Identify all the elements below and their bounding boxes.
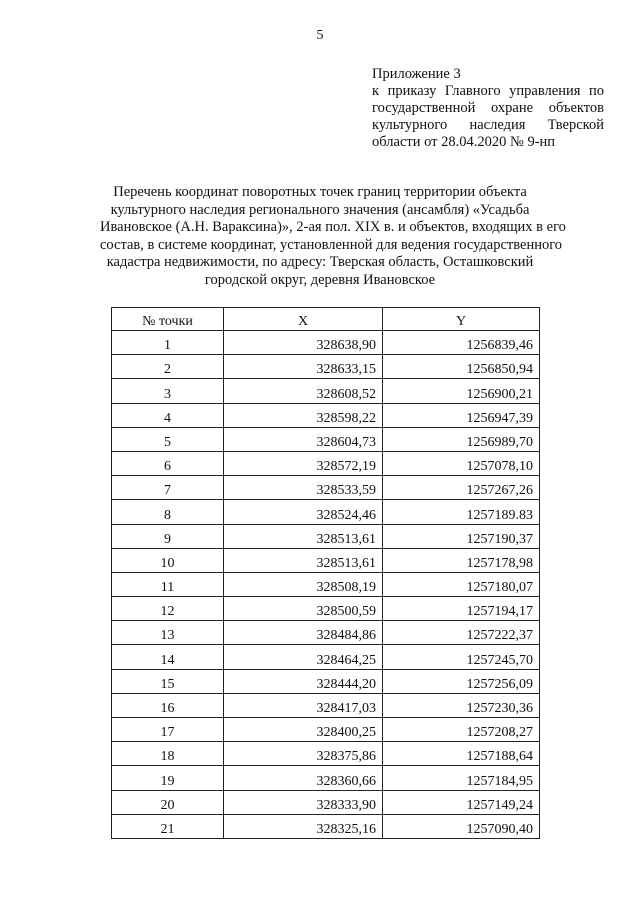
x-coordinate-cell: 328417,03 <box>224 693 383 717</box>
coordinates-table <box>111 307 540 839</box>
x-coordinate-cell: 328513,61 <box>224 548 383 572</box>
table-row <box>112 814 540 838</box>
point-number-cell: 1 <box>112 331 224 355</box>
table-row <box>112 693 540 717</box>
heading-line: состав, в системе координат, установленной для ведения государственного <box>100 236 563 253</box>
x-coordinate-cell: 328333,90 <box>224 790 383 814</box>
header-y: Y <box>383 308 540 331</box>
appendix-line: к приказу Главного управления по <box>372 83 604 99</box>
table-row <box>112 621 540 645</box>
table-row <box>112 427 540 451</box>
x-coordinate-cell: 328633,15 <box>224 355 383 379</box>
point-number-cell: 19 <box>112 766 224 790</box>
table-row <box>112 597 540 621</box>
point-number-cell: 7 <box>112 476 224 500</box>
table-row <box>112 742 540 766</box>
point-number-cell: 8 <box>112 500 224 524</box>
y-coordinate-cell: 1257149,24 <box>383 790 540 814</box>
table-row <box>112 403 540 427</box>
table-row <box>112 451 540 475</box>
heading-line: Ивановское (А.Н. Вараксина)», 2-ая пол. XIX в. и объектов, входящих в его <box>100 219 566 235</box>
point-number-cell: 9 <box>112 524 224 548</box>
table-row <box>112 500 540 524</box>
y-coordinate-cell: 1256839,46 <box>383 331 540 355</box>
x-coordinate-cell: 328524,46 <box>224 500 383 524</box>
appendix-line: культурного наследия Тверской <box>372 117 604 133</box>
table-row <box>112 718 540 742</box>
x-coordinate-cell: 328508,19 <box>224 572 383 596</box>
point-number-cell: 4 <box>112 403 224 427</box>
x-coordinate-cell: 328608,52 <box>224 379 383 403</box>
heading-line: культурного наследия регионального значения (ансамбля) «Усадьба <box>110 201 530 218</box>
x-coordinate-cell: 328444,20 <box>224 669 383 693</box>
y-coordinate-cell: 1256989,70 <box>383 427 540 451</box>
table-row <box>112 476 540 500</box>
table-body <box>112 331 540 839</box>
point-number-cell: 17 <box>112 718 224 742</box>
point-number-cell: 2 <box>112 355 224 379</box>
x-coordinate-cell: 328604,73 <box>224 427 383 451</box>
appendix-line: области от 28.04.2020 № 9-нп <box>372 134 556 150</box>
y-coordinate-cell: 1257078,10 <box>383 451 540 475</box>
heading-line: кадастра недвижимости, по адресу: Тверская область, Осташковский <box>106 254 534 270</box>
point-number-cell: 12 <box>112 597 224 621</box>
appendix-line: Приложение 3 <box>372 66 461 82</box>
table-row <box>112 524 540 548</box>
x-coordinate-cell: 328598,22 <box>224 403 383 427</box>
document-heading <box>100 184 566 289</box>
x-coordinate-cell: 328500,59 <box>224 597 383 621</box>
y-coordinate-cell: 1256947,39 <box>383 403 540 427</box>
y-coordinate-cell: 1257189.83 <box>383 500 540 524</box>
x-coordinate-cell: 328400,25 <box>224 718 383 742</box>
x-coordinate-cell: 328464,25 <box>224 645 383 669</box>
point-number-cell: 10 <box>112 548 224 572</box>
header-point-number: № точки <box>112 308 224 331</box>
y-coordinate-cell: 1257178,98 <box>383 548 540 572</box>
appendix-line: государственной охране объектов <box>372 100 604 116</box>
x-coordinate-cell: 328572,19 <box>224 451 383 475</box>
y-coordinate-cell: 1257190,37 <box>383 524 540 548</box>
y-coordinate-cell: 1256850,94 <box>383 355 540 379</box>
y-coordinate-cell: 1257090,40 <box>383 814 540 838</box>
point-number-cell: 14 <box>112 645 224 669</box>
header-x: X <box>224 308 383 331</box>
point-number-cell: 6 <box>112 451 224 475</box>
table-row <box>112 790 540 814</box>
page-number: 5 <box>316 28 324 43</box>
x-coordinate-cell: 328484,86 <box>224 621 383 645</box>
point-number-cell: 5 <box>112 427 224 451</box>
table-row <box>112 548 540 572</box>
x-coordinate-cell: 328638,90 <box>224 331 383 355</box>
table-row <box>112 331 540 355</box>
y-coordinate-cell: 1257267,26 <box>383 476 540 500</box>
table-row <box>112 766 540 790</box>
appendix-block <box>372 66 604 151</box>
point-number-cell: 21 <box>112 814 224 838</box>
y-coordinate-cell: 1257194,17 <box>383 597 540 621</box>
x-coordinate-cell: 328513,61 <box>224 524 383 548</box>
point-number-cell: 11 <box>112 572 224 596</box>
y-coordinate-cell: 1257188,64 <box>383 742 540 766</box>
point-number-cell: 18 <box>112 742 224 766</box>
table-row <box>112 379 540 403</box>
x-coordinate-cell: 328360,66 <box>224 766 383 790</box>
point-number-cell: 13 <box>112 621 224 645</box>
x-coordinate-cell: 328375,86 <box>224 742 383 766</box>
heading-line: Перечень координат поворотных точек границ территории объекта <box>113 184 527 200</box>
point-number-cell: 20 <box>112 790 224 814</box>
y-coordinate-cell: 1257184,95 <box>383 766 540 790</box>
point-number-cell: 15 <box>112 669 224 693</box>
y-coordinate-cell: 1256900,21 <box>383 379 540 403</box>
y-coordinate-cell: 1257180,07 <box>383 572 540 596</box>
table-header-row <box>112 308 540 331</box>
table-row <box>112 572 540 596</box>
x-coordinate-cell: 328533,59 <box>224 476 383 500</box>
table-row <box>112 669 540 693</box>
heading-line: городской округ, деревня Ивановское <box>204 271 436 288</box>
table-row <box>112 355 540 379</box>
x-coordinate-cell: 328325,16 <box>224 814 383 838</box>
y-coordinate-cell: 1257208,27 <box>383 718 540 742</box>
y-coordinate-cell: 1257230,36 <box>383 693 540 717</box>
y-coordinate-cell: 1257245,70 <box>383 645 540 669</box>
y-coordinate-cell: 1257222,37 <box>383 621 540 645</box>
point-number-cell: 16 <box>112 693 224 717</box>
point-number-cell: 3 <box>112 379 224 403</box>
y-coordinate-cell: 1257256,09 <box>383 669 540 693</box>
table-row <box>112 645 540 669</box>
